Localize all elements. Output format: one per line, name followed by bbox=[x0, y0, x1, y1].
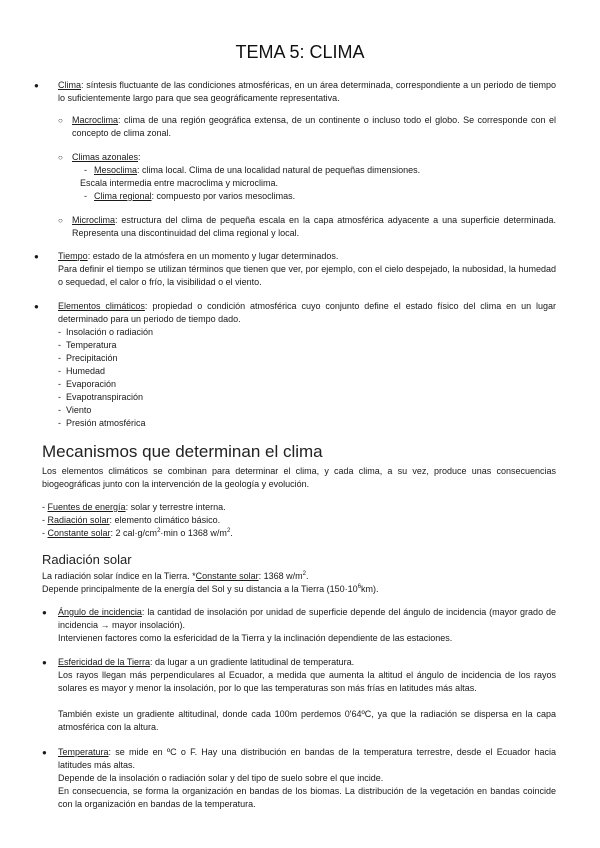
angulo-definition bbox=[58, 606, 556, 632]
list-item: - Presión atmosférica bbox=[58, 418, 146, 428]
list-item: - Insolación o radiación bbox=[58, 327, 154, 337]
list-item-text: Presión atmosférica bbox=[66, 418, 146, 428]
radiacion-text: La radiación solar índice en la Tierra. * bbox=[42, 571, 196, 581]
term-esfericidad: Esfericidad de la Tierra bbox=[58, 657, 151, 667]
temperatura-biomas: En consecuencia, se forma la organización en bandas de los biomas. La distribución de la vegetación en bandas coincide con la organización en bandas de la temperatura. bbox=[58, 786, 556, 809]
term-microclima: Microclima bbox=[72, 215, 116, 225]
list-item-text: Temperatura bbox=[66, 340, 117, 350]
esfericidad-text: : da lugar a un gradiente latitudinal de temperatura. bbox=[150, 657, 355, 667]
bullet-icon: ● bbox=[42, 608, 47, 617]
term-clima: Clima bbox=[58, 80, 82, 90]
angulo-detail: Intervienen factores como la esfericidad de la Tierra y la inclinación dependiente de las estaciones. bbox=[58, 633, 453, 643]
mecanismos-intro: Los elementos climáticos se combinan para determinar el clima, y cada clima, a su vez, produce unas consecuencias biogeográficas junto con la intervención de la geología y evolución. bbox=[42, 466, 556, 489]
term-constante-solar: Constante solar bbox=[47, 528, 111, 538]
term-constante-solar-2: Constante solar bbox=[195, 571, 259, 581]
elementos-definition bbox=[58, 300, 556, 326]
constante-text: ·min o 1368 w/m bbox=[160, 528, 227, 538]
term-climas-azonales: Climas azonales bbox=[72, 152, 139, 162]
elementos-list bbox=[58, 326, 358, 430]
superscript: 6 bbox=[357, 584, 362, 590]
bullet-icon: ● bbox=[34, 302, 39, 311]
tiempo-text: : estado de la atmósfera en un momento y lugar determinados. bbox=[87, 251, 339, 261]
list-item: - Temperatura bbox=[58, 340, 117, 350]
clima-regional-definition bbox=[94, 190, 295, 203]
term-angulo-incidencia: Ángulo de incidencia bbox=[58, 607, 142, 617]
constante-solar-line: - Constante solar: 2 $cal\cdot g/cm^2\cdot\min$ o 1368 $w/m^2$. bbox=[42, 528, 233, 538]
macroclima-definition bbox=[72, 114, 556, 140]
microclima-text: : estructura del clima de pequeña escala en la capa atmosférica adyacente a una superficie determinada. Representa una discontinuidad del clima regional y local. bbox=[72, 215, 556, 238]
list-item: - Evapotranspiración bbox=[58, 392, 144, 402]
mesoclima-text: : clima local. Clima de una localidad natural de pequeñas dimensiones. bbox=[137, 165, 421, 175]
mesoclima-definition bbox=[94, 164, 554, 177]
page-title: TEMA 5: CLIMA bbox=[235, 42, 365, 62]
microclima-definition bbox=[72, 214, 556, 240]
temperatura-text: : se mide en ºC o F. Hay una distribución en bandas de la temperatura terrestre, desde el Ecuador hacia latitudes más altas. bbox=[58, 747, 556, 770]
azonales-heading bbox=[72, 151, 141, 164]
list-item-text: Humedad bbox=[66, 366, 106, 376]
esfericidad-detail: Los rayos llegan más perpendiculares al Ecuador, a medida que aumenta la altitud el ángulo de incidencia de los rayos solares es mayor y menor la insolación, por lo que las temperaturas son más frías en latitudes más altas. bbox=[58, 670, 556, 693]
radiacion-line-1 bbox=[42, 570, 309, 583]
term-fuentes-energia: Fuentes de energía bbox=[47, 502, 126, 512]
radiacion-text: Depende principalmente de la energía del Sol y su distancia a la Tierra (150·10 bbox=[42, 584, 358, 594]
bullet-icon: ● bbox=[34, 252, 39, 261]
term-radiacion-solar: Radiación solar bbox=[47, 515, 110, 525]
clima-definition bbox=[58, 79, 556, 105]
term-elementos-climaticos: Elementos climáticos bbox=[58, 301, 145, 311]
term-macroclima: Macroclima bbox=[72, 115, 119, 125]
list-item-text: Evapotranspiración bbox=[66, 392, 144, 402]
list-item-text: Viento bbox=[66, 405, 92, 415]
list-item-text: Precipitación bbox=[66, 353, 118, 363]
term-temperatura: Temperatura bbox=[58, 747, 109, 757]
mesoclima-note: Escala intermedia entre macroclima y microclima. bbox=[80, 178, 279, 188]
bullet-icon: ● bbox=[42, 658, 47, 667]
fuentes-energia-line: - Fuentes de energía: solar y terrestre interna. bbox=[42, 502, 226, 512]
bullet-icon: ● bbox=[34, 81, 39, 90]
list-item: - Humedad bbox=[58, 366, 106, 376]
temperatura-definition bbox=[58, 746, 556, 772]
clima-text: : síntesis fluctuante de las condiciones atmosféricas, en un área determinada, correspondiente a un periodo de tiempo lo suficientemente largo para que sea geográficamente representativa. bbox=[58, 80, 556, 103]
tiempo-detail: Para definir el tiempo se utilizan términos que tienen que ver, por ejemplo, con el cielo despejado, la nubosidad, la humedad o sequedad, el calor o frío, la visibilidad o el viento. bbox=[58, 264, 556, 287]
list-item-text: Insolación o radiación bbox=[66, 327, 154, 337]
radiacion-solar-line: - Radiación solar: elemento climático básico. bbox=[42, 515, 221, 525]
radiacion-text: : elemento climático básico. bbox=[109, 515, 221, 525]
list-item: - Precipitación bbox=[58, 353, 118, 363]
list-item: - Evaporación bbox=[58, 379, 117, 389]
radiacion-text: km). bbox=[361, 584, 379, 594]
clima-regional-text: : compuesto por varios mesoclimas. bbox=[151, 191, 296, 201]
radiacion-end: . bbox=[306, 571, 309, 581]
section-heading-radiacion: Radiación solar bbox=[42, 552, 132, 567]
angulo-text: : la cantidad de insolación por unidad de superficie depende del ángulo de incidencia (mayor grado de incidencia → mayor insolación). bbox=[58, 607, 557, 630]
superscript: 2 bbox=[157, 528, 161, 534]
azonales-colon: : bbox=[138, 152, 141, 162]
radiacion-line-2 bbox=[42, 583, 379, 596]
circle-bullet-icon: ○ bbox=[58, 116, 63, 125]
temperatura-detail: Depende de la insolación o radiación solar y del tipo de suelo sobre el que incide. bbox=[58, 773, 384, 783]
dash-bullet: - bbox=[84, 191, 87, 201]
list-item: - Viento bbox=[58, 405, 92, 415]
term-tiempo: Tiempo bbox=[58, 251, 88, 261]
circle-bullet-icon: ○ bbox=[58, 153, 63, 162]
constante-text: : 2 cal·g/cm bbox=[110, 528, 158, 538]
elementos-text: : propiedad o condición atmosférica cuyo conjunto define el estado físico del clima en un lugar determinado para un periodo de tiempo dado. bbox=[58, 301, 556, 324]
tiempo-definition bbox=[58, 250, 556, 263]
radiacion-text: : 1368 w/m bbox=[258, 571, 303, 581]
esfericidad-altitud: También existe un gradiente altitudinal, donde cada 100m perdemos 0'64ºC, ya que la radiación se dispersa en la capa atmosférica con la altura. bbox=[58, 709, 556, 732]
macroclima-text: : clima de una región geográfica extensa, de un continente o incluso todo el globo. Se corresponde con el concepto de clima zonal. bbox=[72, 115, 556, 138]
constante-end: . bbox=[230, 528, 233, 538]
dash-bullet: - bbox=[84, 165, 87, 175]
superscript: 2 bbox=[302, 571, 307, 577]
term-mesoclima: Mesoclima bbox=[94, 165, 138, 175]
superscript: 2 bbox=[226, 528, 231, 534]
fuentes-text: : solar y terrestre interna. bbox=[125, 502, 226, 512]
bullet-icon: ● bbox=[42, 748, 47, 757]
circle-bullet-icon: ○ bbox=[58, 216, 63, 225]
esfericidad-definition bbox=[58, 656, 556, 669]
term-clima-regional: Clima regional bbox=[94, 191, 152, 201]
list-item-text: Evaporación bbox=[66, 379, 117, 389]
section-heading-mecanismos: Mecanismos que determinan el clima bbox=[42, 442, 323, 461]
